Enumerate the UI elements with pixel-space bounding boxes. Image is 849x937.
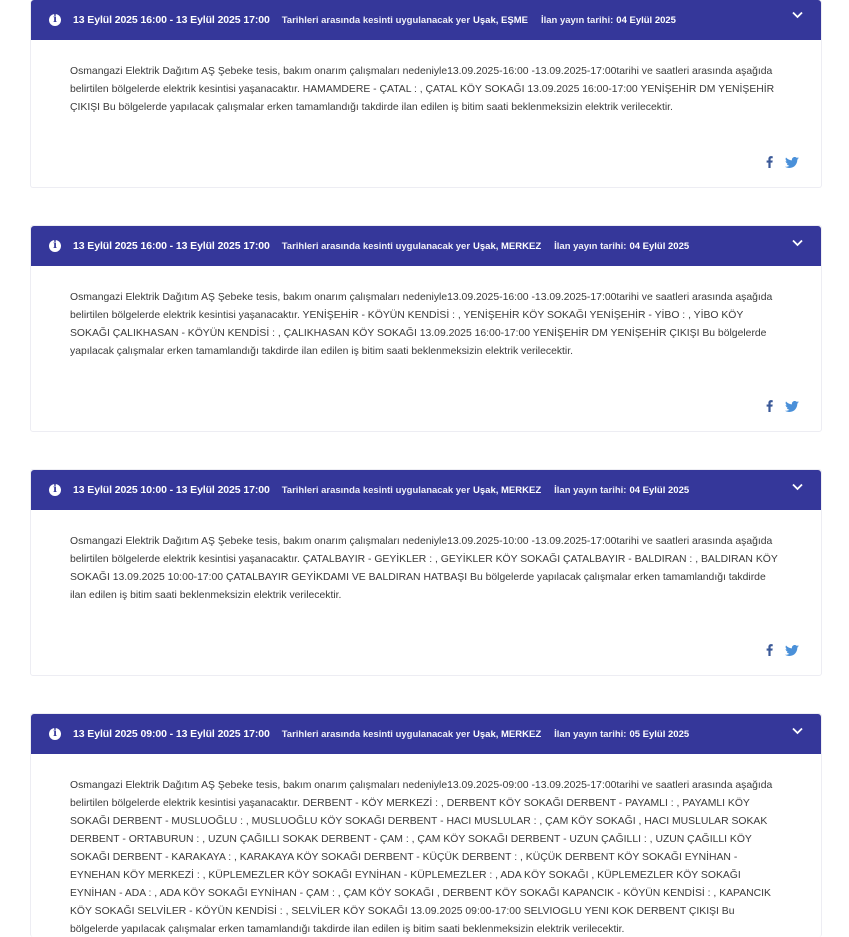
notice-header[interactable] bbox=[31, 470, 821, 510]
facebook-icon[interactable] bbox=[766, 155, 773, 173]
share-links bbox=[766, 155, 799, 173]
notice-card bbox=[30, 225, 822, 432]
notice-body: Osmangazi Elektrik Dağıtım AŞ Şebeke tesis, bakım onarım çalışmaları nedeniyle13.09.2025-16:00 -13.09.2025-17:00tarihi ve saatleri arasında aşağıda belirtilen bölgelerde elektrik kesintisi yaşanacaktır. YENİŞEHİR - KÖYÜN KENDİSİ : , YENİŞEHİR KÖY SOKAĞI YENİŞEHİR - YİBO : , YİBO KÖY SOKAĞI ÇALIKHASAN - KÖYÜN KENDİSİ : , ÇALIKHASAN KÖY SOKAĞI 13.09.2025 16:00-17:00 YENİŞEHİR DM YENİŞEHİR ÇIKIŞI Bu bölgelerde yapılacak çalışmalar erken tamamlandığı takdirde ilan edilen iş bitim saati beklenmeksizin elektrik verilecektir. bbox=[70, 292, 773, 357]
info-icon: i bbox=[49, 484, 61, 496]
notice-location: Uşak, MERKEZ bbox=[473, 484, 542, 496]
notice-header[interactable] bbox=[31, 226, 821, 266]
publish-date: 04 Eylül 2025 bbox=[629, 240, 690, 252]
notice-header[interactable] bbox=[31, 714, 821, 754]
notice-date-range: 13 Eylül 2025 16:00 - 13 Eylül 2025 17:00 bbox=[73, 240, 270, 252]
info-icon: i bbox=[49, 14, 61, 26]
publish-date: 04 Eylül 2025 bbox=[629, 484, 690, 496]
info-icon: i bbox=[49, 240, 61, 252]
notice-location: Uşak, MERKEZ bbox=[473, 240, 542, 252]
notice-body: Osmangazi Elektrik Dağıtım AŞ Şebeke tesis, bakım onarım çalışmaları nedeniyle13.09.2025-09:00 -13.09.2025-17:00tarihi ve saatleri arasında aşağıda belirtilen bölgelerde elektrik kesintisi yaşanacaktır. DERBENT - KÖY MERKEZİ : , DERBENT KÖY SOKAĞI DERBENT - PAYAMLI : , PAYAMLI KÖY SOKAĞI DERBENT - MUSLUOĞLU : , MUSLUOĞLU KÖY SOKAĞI DERBENT - HACI MUSLULAR : , ÇAM KÖY SOKAĞI , HACI MUSLULAR SOKAK DERBENT - ORTABURUN : , UZUN ÇAĞILLI SOKAK DERBENT - ÇAM : , ÇAM KÖY SOKAĞI DERBENT - UZUN ÇAĞILLI : , UZUN ÇAĞILLI KÖY SOKAĞI DERBENT - KARAKAYA : , KARAKAYA KÖY SOKAĞI DERBENT - KÜÇÜK DERBENT : , KÜÇÜK DERBENT KÖY SOKAĞI EYNİHAN - EYNEHAN KÖY MERKEZİ : , KÜPLEMEZLER KÖY SOKAĞI EYNİHAN - KÜPLEMEZLER : , ADA KÖY SOKAĞI , KÜPLEMEZLER KÖY SOKAĞI EYNİHAN - ADA : , ADA KÖY SOKAĞI EYNİHAN - ÇAM : , ÇAM KÖY SOKAĞI , DERBENT KÖY SOKAĞI KAPANCIK - KÖYÜN KENDİSİ : , KAPANCIK KÖY SOKAĞI SELVİLER - KÖYÜN KENDİSİ : , SELVİLER KÖY SOKAĞI 13.09.2025 09:00-17:00 SELVIOGLU YENI KOK DERBENT ÇIKIŞI Bu bölgelerde yapılacak çalışmalar erken tamamlandığı takdirde ilan edilen iş bitim saati beklenmeksizin elektrik verilecektir. bbox=[70, 780, 773, 935]
notice-header[interactable] bbox=[31, 0, 821, 40]
chevron-down-icon[interactable] bbox=[792, 239, 801, 248]
notice-date-range: 13 Eylül 2025 16:00 - 13 Eylül 2025 17:00 bbox=[73, 14, 270, 26]
share-links bbox=[766, 643, 799, 661]
publish-date-label: İlan yayın tarihi: bbox=[554, 484, 627, 496]
twitter-icon[interactable] bbox=[785, 155, 799, 173]
notice-date-range: 13 Eylül 2025 09:00 - 13 Eylül 2025 17:00 bbox=[73, 728, 270, 740]
notice-card bbox=[30, 469, 822, 676]
publish-date: 05 Eylül 2025 bbox=[629, 728, 690, 740]
notice-body: Osmangazi Elektrik Dağıtım AŞ Şebeke tesis, bakım onarım çalışmaları nedeniyle13.09.2025-10:00 -13.09.2025-17:00tarihi ve saatleri arasında aşağıda belirtilen bölgelerde elektrik kesintisi yaşanacaktır. ÇATALBAYIR - GEYİKLER : , GEYİKLER KÖY SOKAĞI ÇATALBAYIR - BALDIRAN : , BALDIRAN KÖY SOKAĞI 13.09.2025 10:00-17:00 ÇATALBAYIR GEYİKDAMI VE BALDIRAN HATBAŞI Bu bölgelerde yapılacak çalışmalar erken tamamlandığı takdirde ilan edilen iş bitim saati beklenmeksizin elektrik verilecektir. bbox=[70, 536, 778, 601]
publish-date-label: İlan yayın tarihi: bbox=[540, 14, 614, 26]
publish-date-label: İlan yayın tarihi: bbox=[554, 240, 627, 252]
chevron-down-icon[interactable] bbox=[792, 483, 801, 492]
notice-body: Osmangazi Elektrik Dağıtım AŞ Şebeke tesis, bakım onarım çalışmaları nedeniyle13.09.2025-16:00 -13.09.2025-17:00tarihi ve saatleri arasında aşağıda belirtilen bölgelerde elektrik kesintisi yaşanacaktır. HAMAMDERE - ÇATAL : , ÇATAL KÖY SOKAĞI 13.09.2025 16:00-17:00 YENİŞEHİR DM YENİŞEHİR ÇIKIŞI Bu bölgelerde yapılacak çalışmalar erken tamamlandığı takdirde ilan edilen iş bitim saati beklenmeksizin elektrik verilecektir. bbox=[70, 66, 775, 113]
notice-date-range: 13 Eylül 2025 10:00 - 13 Eylül 2025 17:00 bbox=[73, 484, 270, 496]
share-links bbox=[766, 399, 799, 417]
info-icon: i bbox=[49, 728, 61, 740]
notice-location: Uşak, EŞME bbox=[473, 14, 528, 26]
twitter-icon[interactable] bbox=[785, 643, 799, 661]
publish-date: 04 Eylül 2025 bbox=[616, 14, 676, 26]
notice-location: Uşak, MERKEZ bbox=[473, 728, 542, 740]
notice-description-label: Tarihleri arasında kesinti uygulanacak yer bbox=[281, 484, 471, 496]
notice-description-label: Tarihleri arasında kesinti uygulanacak yer bbox=[281, 728, 471, 740]
chevron-down-icon[interactable] bbox=[792, 11, 801, 20]
chevron-down-icon[interactable] bbox=[792, 727, 801, 736]
facebook-icon[interactable] bbox=[766, 399, 773, 417]
facebook-icon[interactable] bbox=[766, 643, 773, 661]
notice-description-label: Tarihleri arasında kesinti uygulanacak yer bbox=[281, 240, 471, 252]
notice-card bbox=[30, 713, 822, 937]
publish-date-label: İlan yayın tarihi: bbox=[554, 728, 627, 740]
notice-description-label: Tarihleri arasında kesinti uygulanacak yer bbox=[281, 14, 471, 26]
twitter-icon[interactable] bbox=[785, 399, 799, 417]
notice-card bbox=[30, 0, 822, 188]
